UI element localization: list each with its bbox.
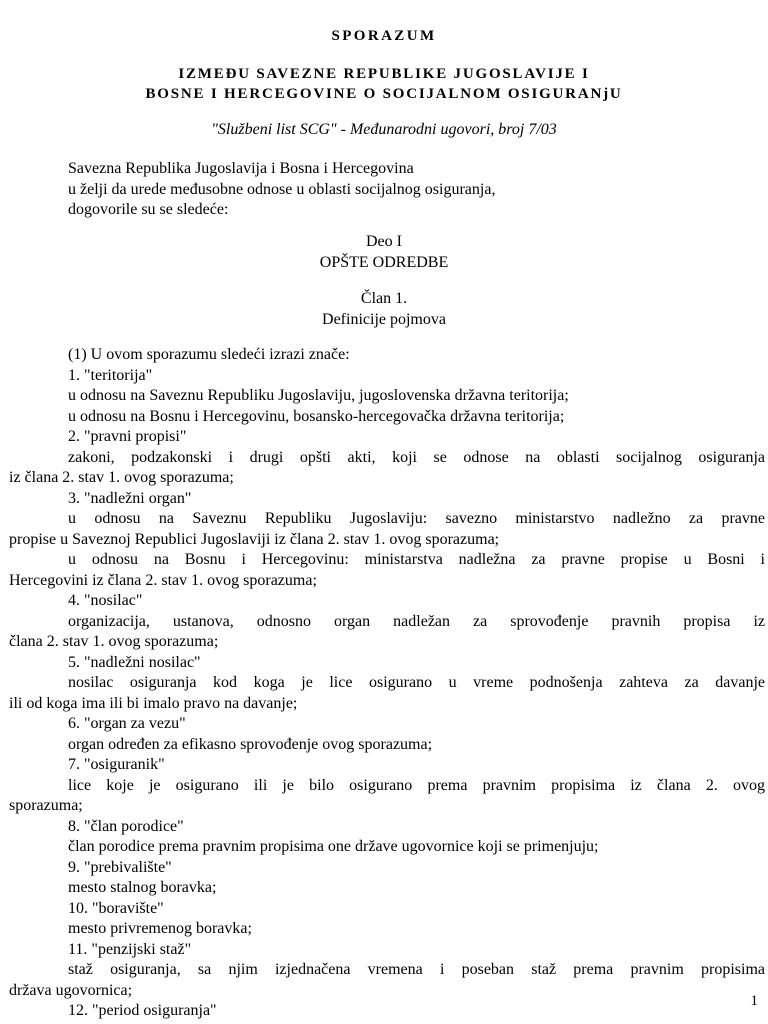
body-line: propise u Saveznoj Republici Jugoslaviji iz člana 2. stav 1. ovog sporazuma;	[9, 530, 500, 548]
intro-line: Savezna Republika Jugoslavija i Bosna i Hercegovina	[68, 160, 414, 177]
term-heading: 1. "teritorija"	[68, 366, 153, 384]
article-number: Član 1.	[360, 290, 408, 307]
document-title: SPORAZUM	[331, 28, 437, 44]
term-heading: 9. "prebivalište"	[68, 858, 172, 876]
body-line: organizacija, ustanova, odnosno organ nadležan za sprovođenje pravnih propisa iz	[68, 612, 765, 630]
term-heading: 4. "nosilac"	[68, 592, 143, 609]
body-line: člana 2. stav 1. ovog sporazuma;	[9, 633, 219, 650]
article-title: Definicije pojmova	[322, 311, 446, 328]
body-line: lice koje je osigurano ili je bilo osigurano prema pravnim propisima iz člana 2. ovog	[68, 776, 765, 794]
body-line: sporazuma;	[9, 797, 83, 814]
term-heading: 8. "član porodice"	[68, 817, 184, 835]
page-number: 1	[750, 993, 758, 1009]
part-number: Deo I	[366, 233, 402, 250]
body-line: u odnosu na Saveznu Republiku Jugoslaviju, jugoslovenska državna teritorija;	[68, 387, 569, 404]
term-heading: 3. "nadležni organ"	[68, 489, 192, 507]
gazette-reference: "Službeni list SCG" - Međunarodni ugovori, broj 7/03	[211, 121, 557, 138]
body-line: staž osiguranja, sa njim izjednačena vremena i poseban staž prema pravnim propisima	[68, 961, 765, 978]
body-line: iz člana 2. stav 1. ovog sporazuma;	[9, 469, 234, 486]
body-line: organ određen za efikasno sprovođenje ovog sporazuma;	[68, 735, 433, 753]
term-heading: 6. "organ za vezu"	[68, 715, 186, 732]
term-heading: 10. "boravište"	[68, 899, 164, 917]
document-subtitle-line-2: BOSNE I HERCEGOVINE O SOCIJALNOM OSIGURANjU	[145, 86, 623, 102]
body-line: u odnosu na Bosnu i Hercegovinu: ministarstva nadležna za pravne propise u Bosni i	[68, 551, 765, 568]
intro-line: dogovorile su se sledeće:	[68, 201, 229, 218]
term-heading: 11. "penzijski staž"	[68, 940, 192, 958]
body-line: mesto stalnog boravka;	[68, 879, 217, 896]
body-line: u odnosu na Saveznu Republiku Jugoslaviju: savezno ministarstvo nadležno za pravne	[68, 510, 765, 527]
body-line: Hercegovini iz člana 2. stav 1. ovog sporazuma;	[9, 571, 317, 589]
body-line: ili od koga ima ili bi imalo pravo na davanje;	[9, 694, 298, 712]
body-line: država ugovornica;	[9, 981, 133, 999]
term-heading: 2. "pravni propisi"	[68, 428, 187, 445]
term-heading: 12. "period osiguranja"	[68, 1002, 217, 1019]
intro-line: u želji da urede međusobne odnose u oblasti socijalnog osiguranja,	[68, 181, 496, 198]
document-subtitle-line-1: IZMEĐU SAVEZNE REPUBLIKE JUGOSLAVIJE I	[178, 66, 590, 82]
term-heading: 7. "osiguranik"	[68, 756, 165, 773]
term-heading: 5. "nadležni nosilac"	[68, 653, 201, 671]
body-line: zakoni, podzakonski i drugi opšti akti, koji se odnose na oblasti socijalnog osiguranja	[68, 448, 765, 466]
body-line: mesto privremenog boravka;	[68, 920, 252, 937]
body-line: nosilac osiguranja kod koga je lice osigurano u vreme podnošenja zahteva za davanje	[68, 674, 765, 691]
part-title: OPŠTE ODREDBE	[319, 254, 449, 271]
body-line: (1) U ovom sporazumu sledeći izrazi znače:	[68, 346, 350, 363]
article-body	[9, 345, 765, 1022]
body-line: u odnosu na Bosnu i Hercegovinu, bosansko-hercegovačka državna teritorija;	[68, 407, 565, 425]
body-line: član porodice prema pravnim propisima one države ugovornice koji se primenjuju;	[68, 838, 599, 855]
